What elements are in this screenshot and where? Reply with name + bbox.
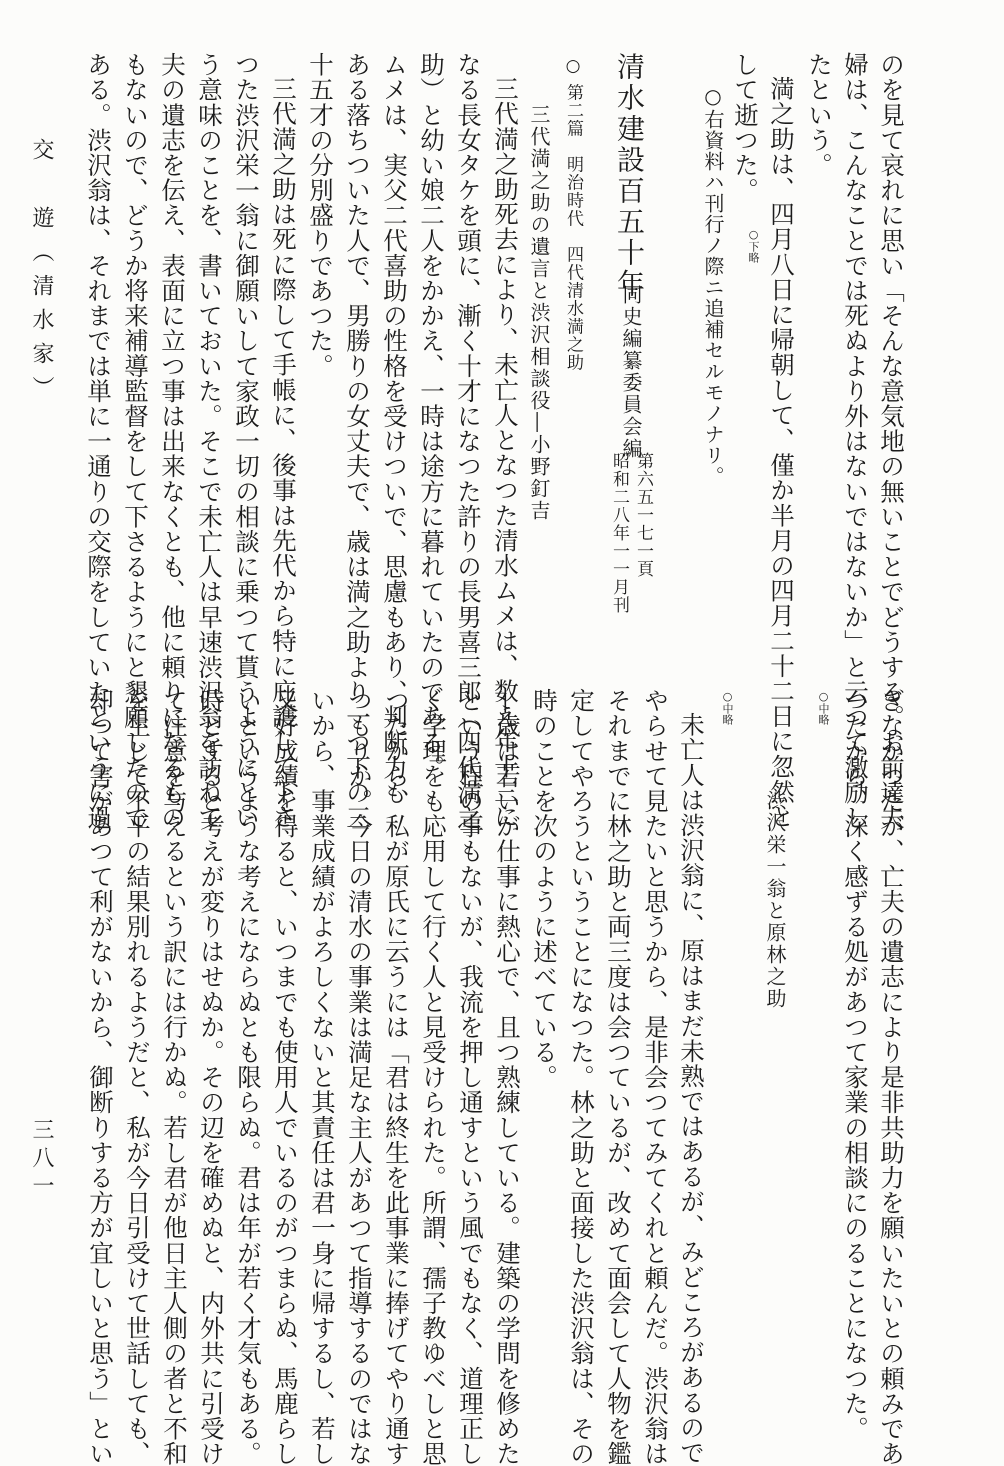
body-line: という程の事もないが、我流を押し通すという風でもなく、道理正し [456, 688, 485, 1466]
book-title: 清水建設百五十年 [613, 52, 646, 300]
body-line: ぎなかつたが、亡夫の遺志により是非共助力を願いたいとの頼みであ [877, 688, 906, 1466]
body-line: 時とすると考えが変りはせぬか。その辺を確めぬと、内外共に引受け [197, 688, 226, 1466]
body-line: 却つて害があつて利がないから、御断りする方が宜しいと思う」とい [86, 688, 115, 1466]
body-line: 又好成績を得ると、いつまでも使用人でいるのがつまらぬ、馬鹿らし [271, 688, 300, 1466]
section-title: 三代満之助の遺言と渋沢相談役―小野釘吉 [527, 104, 551, 522]
omission-mark: ○中略 [721, 690, 734, 725]
body-line: 夫の遺志を伝え、表面に立つ事は出来なくとも、他に頼りになるもの [158, 52, 187, 831]
body-line: て注意を与えるという訳には行かぬ。若し君が他日主人側の者と不和 [160, 688, 189, 1466]
body-line: たという。 [805, 52, 834, 178]
running-header: 交 遊（清水家） [29, 138, 54, 410]
body-line: つもりか。今日の清水の事業は満足な主人があつて指導するのではな [345, 688, 374, 1466]
body-line: 三代満之助は死に際して手帳に、後事は先代から特に庇護して下さ [269, 76, 298, 829]
body-line: を生じて不平の結果別れるようだと、私が今日引受けて世話しても、 [123, 688, 152, 1466]
body-line: 三代満之助死去により、未亡人となつた清水ムメは、数え年十三に [491, 76, 520, 829]
body-line: ―歳は若いが仕事に熱心で、且つ熟練している。建築の学問を修めた [493, 688, 522, 1466]
body-line: やらせて見たいと思うから、是非会つてみてくれと頼んだ。渋沢翁は [641, 688, 670, 1466]
body-line: 未亡人は渋沢翁に、原はまだ未熟ではあるが、みどころがあるので [677, 712, 706, 1465]
body-line: して逝つた。 [731, 52, 760, 203]
book-pages: 第六五一七一頁 [633, 452, 653, 578]
body-line: 十五才の分別盛りであつた。 [306, 52, 335, 379]
body-line: 時のことを次のように述べている。 [530, 688, 559, 1090]
body-line: のを見て哀れに思い「そんな意気地の無いことでどうする。お前達夫 [877, 52, 906, 831]
body-line: いから、事業成績がよろしくないと其責任は君一身に帰するし、若し [308, 688, 337, 1466]
body-line: ある。渋沢翁は、それまでは単に一通りの交際をしていたというに過 [84, 52, 113, 831]
body-line: つた渋沢栄一翁に御願いして家政一切の相談に乗つて貰うようにとい [232, 52, 261, 831]
body-line: ムメは、実父二代喜助の性格を受けついで、思慮もあり、判断力も [380, 52, 409, 805]
body-line: う意味のことを、書いておいた。そこで未亡人は早速渋沢翁を訪ねて [195, 52, 224, 831]
body-line: つたから、私が原氏に云うには「君は終生を此事業に捧げてやり通す [382, 688, 411, 1466]
body-line: つたから、深く感ずる処があつて家業の相談にのることになつた。 [841, 688, 870, 1441]
body-line: 定してやろうということになつた。林之助と面接した渋沢翁は、その [567, 688, 596, 1466]
page-number: 三八一 [29, 1118, 54, 1202]
book-editor: 同史編纂委員会編 [619, 284, 643, 460]
body-line: く学理をも応用して行く人と見受けられた。所謂、孺子教ゆべしと思 [419, 688, 448, 1466]
book-date: 昭和二八年一一月刊 [609, 452, 629, 614]
omission-mark: ○下略 [747, 228, 760, 263]
body-line: いというような考えにならぬとも限らぬ。君は年が若く才気もある。 [234, 688, 263, 1466]
body-line: それまでに林之助と両三度は会つているが、改めて面会して人物を鑑 [604, 688, 633, 1466]
section-reference: ○ 第二篇 明治時代 四代清水満之助 [563, 56, 583, 372]
omission-mark: ○中略 [817, 690, 830, 725]
body-line: なる長女タケを頭に、漸く十才になつた許りの長男喜三郎（四代満之 [454, 52, 483, 831]
body-line: ある落ちついた人で、男勝りの女丈夫で、歳は満之助より一つ下の三 [343, 52, 372, 831]
section-title: 渋沢栄一翁と原林之助 [763, 790, 787, 1010]
appendix-note: ○右資料ハ刊行ノ際ニ追補セルモノナリ。 [701, 84, 725, 487]
body-line: 助）と幼い娘二人をかかえ、一時は途方に暮れていたのである。 [417, 52, 446, 780]
body-line: 満之助は、四月八日に帰朝して、僅か半月の四月二十二日に忽然と [767, 76, 796, 829]
body-line: 婦は、こんなことでは死ぬより外はないではないか」と云つて激励し [841, 52, 870, 831]
body-line: もないので、どうか将来補導監督をして下さるようにと懇願したので [121, 52, 150, 831]
